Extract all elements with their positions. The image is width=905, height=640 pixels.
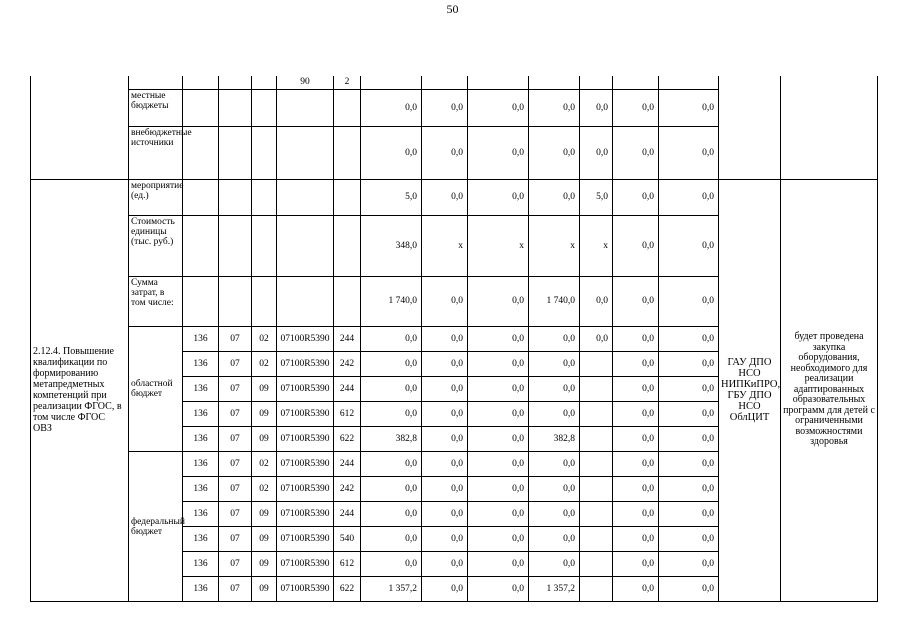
value-cell: 0,0: [529, 376, 580, 401]
csr-code: 90: [277, 76, 334, 89]
table-cell: [183, 276, 219, 326]
csr-code: 07100R5390: [277, 551, 334, 576]
value-cell: 0,0: [361, 451, 422, 476]
pr-code: 02: [252, 326, 277, 351]
table-cell: [580, 76, 613, 89]
value-cell: 0,0: [361, 89, 422, 126]
csr-code: 07100R5390: [277, 351, 334, 376]
budget-table: [30, 76, 878, 602]
pr-code: 09: [252, 551, 277, 576]
value-cell: 0,0: [529, 351, 580, 376]
page-number: 50: [446, 2, 459, 16]
pr-code: 09: [252, 376, 277, 401]
csr-code: 07100R5390: [277, 326, 334, 351]
value-cell: 0,0: [422, 501, 468, 526]
vr-code: 242: [334, 351, 361, 376]
prev-result-cell: [781, 76, 878, 89]
value-cell: 0,0: [361, 376, 422, 401]
grbs-code: 136: [183, 501, 219, 526]
value-cell: 382,8: [361, 426, 422, 451]
value-cell: 5,0: [580, 179, 613, 215]
table-cell: [334, 276, 361, 326]
table-cell: [468, 76, 529, 89]
value-cell: 0,0: [468, 551, 529, 576]
value-cell: 0,0: [361, 351, 422, 376]
rz-code: 07: [219, 576, 252, 601]
value-cell: 0,0: [468, 526, 529, 551]
value-cell: 0,0: [422, 89, 468, 126]
value-cell: х: [529, 215, 580, 276]
value-cell: 0,0: [659, 326, 719, 351]
value-cell: 0,0: [529, 476, 580, 501]
value-cell: х: [422, 215, 468, 276]
value-cell: 0,0: [613, 326, 659, 351]
value-cell: 0,0: [659, 451, 719, 476]
value-cell: 0,0: [468, 126, 529, 179]
value-cell: 0,0: [468, 451, 529, 476]
vr-code: 242: [334, 476, 361, 501]
value-cell: 0,0: [468, 376, 529, 401]
indicator-label: Сумма затрат, в том числе:: [129, 276, 183, 326]
value-cell: 0,0: [613, 426, 659, 451]
rz-code: 07: [219, 351, 252, 376]
vr-code: 244: [334, 376, 361, 401]
value-cell: 0,0: [659, 215, 719, 276]
value-cell: 0,0: [659, 276, 719, 326]
value-cell: 0,0: [361, 126, 422, 179]
pr-code: 09: [252, 401, 277, 426]
table-cell: [334, 126, 361, 179]
rz-code: 07: [219, 451, 252, 476]
value-cell: 0,0: [613, 401, 659, 426]
value-cell: 0,0: [468, 476, 529, 501]
table-row: [31, 126, 878, 179]
grbs-code: 136: [183, 451, 219, 476]
csr-code: 07100R5390: [277, 451, 334, 476]
rz-code: 07: [219, 376, 252, 401]
vr-code: 244: [334, 501, 361, 526]
value-cell: 0,0: [613, 376, 659, 401]
grbs-code: 136: [183, 476, 219, 501]
value-cell: 0,0: [468, 351, 529, 376]
table-cell: [334, 89, 361, 126]
rz-code: 07: [219, 326, 252, 351]
csr-code: 07100R5390: [277, 426, 334, 451]
value-cell: 0,0: [422, 426, 468, 451]
value-cell: 348,0: [361, 215, 422, 276]
value-cell: 0,0: [422, 276, 468, 326]
value-cell: 0,0: [580, 326, 613, 351]
value-cell: 0,0: [659, 551, 719, 576]
table-cell: [252, 89, 277, 126]
vr-code: 540: [334, 526, 361, 551]
responsible-org: ГАУ ДПО НСО НИПКиПРО, ГБУ ДПО НСО ОблЦИТ: [719, 179, 781, 601]
table-cell: [31, 89, 129, 126]
value-cell: 0,0: [529, 179, 580, 215]
value-cell: 0,0: [613, 126, 659, 179]
grbs-code: 136: [183, 551, 219, 576]
value-cell: [580, 376, 613, 401]
indicator-label: мероприятие (ед.): [129, 179, 183, 215]
value-cell: 0,0: [659, 179, 719, 215]
value-cell: 1 740,0: [529, 276, 580, 326]
prev-title-cell: [31, 76, 129, 89]
value-cell: 0,0: [468, 276, 529, 326]
value-cell: 0,0: [613, 576, 659, 601]
value-cell: 0,0: [659, 126, 719, 179]
value-cell: 0,0: [529, 326, 580, 351]
value-cell: 0,0: [529, 451, 580, 476]
table-cell: [129, 76, 183, 89]
rz-code: 07: [219, 526, 252, 551]
value-cell: 0,0: [659, 476, 719, 501]
value-cell: 0,0: [613, 179, 659, 215]
value-cell: 0,0: [659, 526, 719, 551]
grbs-code: 136: [183, 401, 219, 426]
value-cell: [580, 451, 613, 476]
table-cell: [31, 126, 129, 179]
table-cell: [183, 76, 219, 89]
value-cell: [580, 526, 613, 551]
value-cell: 382,8: [529, 426, 580, 451]
table-cell: [219, 276, 252, 326]
value-cell: [580, 551, 613, 576]
value-cell: 0,0: [659, 376, 719, 401]
rz-code: 07: [219, 551, 252, 576]
value-cell: 0,0: [422, 126, 468, 179]
table-cell: [219, 89, 252, 126]
value-cell: 0,0: [613, 501, 659, 526]
table-cell: [719, 126, 781, 179]
table-cell: [277, 126, 334, 179]
value-cell: 0,0: [422, 576, 468, 601]
grbs-code: 136: [183, 526, 219, 551]
rz-code: 07: [219, 426, 252, 451]
value-cell: 0,0: [529, 126, 580, 179]
value-cell: 0,0: [468, 576, 529, 601]
value-cell: [580, 426, 613, 451]
pr-code: 02: [252, 476, 277, 501]
value-cell: 0,0: [529, 401, 580, 426]
regional-budget-label: областной бюджет: [129, 326, 183, 451]
value-cell: 0,0: [613, 351, 659, 376]
table-cell: [277, 215, 334, 276]
value-cell: [580, 351, 613, 376]
grbs-code: 136: [183, 376, 219, 401]
value-cell: х: [468, 215, 529, 276]
table-cell: [659, 76, 719, 89]
value-cell: 1 357,2: [361, 576, 422, 601]
value-cell: 0,0: [468, 179, 529, 215]
prev-responsible-cell: [719, 76, 781, 89]
value-cell: 0,0: [422, 376, 468, 401]
table-cell: [252, 179, 277, 215]
value-cell: 0,0: [422, 401, 468, 426]
table-cell: [277, 276, 334, 326]
value-cell: 0,0: [659, 501, 719, 526]
table-cell: [277, 89, 334, 126]
value-cell: 0,0: [422, 326, 468, 351]
value-cell: 0,0: [422, 351, 468, 376]
table-row: [31, 76, 878, 89]
value-cell: 0,0: [580, 276, 613, 326]
table-row: [31, 179, 878, 215]
value-cell: 0,0: [361, 326, 422, 351]
value-cell: 0,0: [613, 476, 659, 501]
rz-code: 07: [219, 501, 252, 526]
grbs-code: 136: [183, 576, 219, 601]
vr-code: 622: [334, 576, 361, 601]
table-cell: [781, 126, 878, 179]
value-cell: [580, 476, 613, 501]
table-cell: [219, 76, 252, 89]
value-cell: 0,0: [613, 276, 659, 326]
value-cell: 0,0: [422, 526, 468, 551]
value-cell: 0,0: [580, 89, 613, 126]
value-cell: 0,0: [468, 326, 529, 351]
csr-code: 07100R5390: [277, 476, 334, 501]
table-row: [31, 89, 878, 126]
federal-budget-label: федеральный бюджет: [129, 451, 183, 601]
csr-code: 07100R5390: [277, 401, 334, 426]
table-cell: [361, 76, 422, 89]
value-cell: 0,0: [422, 451, 468, 476]
activity-title: 2.12.4. Повышение квалификации по формированию метапредметных компетенций при реализации ФГОС, в том числе ФГОС ОВЗ: [31, 179, 129, 601]
value-cell: 0,0: [613, 551, 659, 576]
table-cell: [334, 179, 361, 215]
table-cell: [613, 76, 659, 89]
indicator-label: Стоимость единицы (тыс. руб.): [129, 215, 183, 276]
pr-code: 02: [252, 451, 277, 476]
table-cell: [252, 126, 277, 179]
expected-result: будет проведена закупка оборудования, необходимого для реализации адаптированных образовательных программ для детей с ограниченными возможностями здоровья: [781, 179, 878, 601]
table-cell: [183, 179, 219, 215]
value-cell: 0,0: [529, 501, 580, 526]
vr-code: 2: [334, 76, 361, 89]
table-cell: [719, 89, 781, 126]
value-cell: [580, 576, 613, 601]
value-cell: 0,0: [361, 476, 422, 501]
vr-code: 612: [334, 551, 361, 576]
vr-code: 622: [334, 426, 361, 451]
pr-code: 02: [252, 351, 277, 376]
value-cell: 0,0: [422, 179, 468, 215]
value-cell: 0,0: [361, 526, 422, 551]
table-cell: [219, 126, 252, 179]
vr-code: 612: [334, 401, 361, 426]
table-cell: [219, 215, 252, 276]
value-cell: 1 357,2: [529, 576, 580, 601]
value-cell: 0,0: [659, 576, 719, 601]
table-cell: [781, 89, 878, 126]
grbs-code: 136: [183, 351, 219, 376]
table-cell: [422, 76, 468, 89]
value-cell: [580, 401, 613, 426]
value-cell: 0,0: [361, 551, 422, 576]
funding-source-label: местные бюджеты: [129, 89, 183, 126]
value-cell: 0,0: [529, 526, 580, 551]
csr-code: 07100R5390: [277, 376, 334, 401]
value-cell: 0,0: [468, 501, 529, 526]
csr-code: 07100R5390: [277, 576, 334, 601]
value-cell: 0,0: [613, 526, 659, 551]
pr-code: 09: [252, 501, 277, 526]
pr-code: 09: [252, 576, 277, 601]
vr-code: 244: [334, 326, 361, 351]
pr-code: 09: [252, 526, 277, 551]
value-cell: 0,0: [361, 401, 422, 426]
rz-code: 07: [219, 401, 252, 426]
value-cell: 0,0: [580, 126, 613, 179]
value-cell: 0,0: [468, 401, 529, 426]
value-cell: 5,0: [361, 179, 422, 215]
table-cell: [183, 215, 219, 276]
value-cell: 0,0: [422, 551, 468, 576]
pr-code: 09: [252, 426, 277, 451]
table-cell: [334, 215, 361, 276]
csr-code: 07100R5390: [277, 501, 334, 526]
value-cell: 0,0: [659, 426, 719, 451]
value-cell: 0,0: [468, 89, 529, 126]
csr-code: 07100R5390: [277, 526, 334, 551]
funding-source-label: внебюджетные источники: [129, 126, 183, 179]
table-cell: [252, 76, 277, 89]
value-cell: 0,0: [529, 89, 580, 126]
value-cell: 0,0: [468, 426, 529, 451]
table-cell: [183, 89, 219, 126]
table-cell: [277, 179, 334, 215]
value-cell: 0,0: [659, 351, 719, 376]
value-cell: [580, 501, 613, 526]
value-cell: 0,0: [659, 401, 719, 426]
value-cell: 0,0: [613, 89, 659, 126]
table-cell: [252, 276, 277, 326]
value-cell: 0,0: [659, 89, 719, 126]
value-cell: 0,0: [422, 476, 468, 501]
value-cell: 0,0: [361, 501, 422, 526]
value-cell: 0,0: [613, 215, 659, 276]
grbs-code: 136: [183, 326, 219, 351]
value-cell: 1 740,0: [361, 276, 422, 326]
table-cell: [529, 76, 580, 89]
vr-code: 244: [334, 451, 361, 476]
table-cell: [252, 215, 277, 276]
value-cell: 0,0: [613, 451, 659, 476]
table-cell: [219, 179, 252, 215]
value-cell: х: [580, 215, 613, 276]
value-cell: 0,0: [529, 551, 580, 576]
grbs-code: 136: [183, 426, 219, 451]
rz-code: 07: [219, 476, 252, 501]
